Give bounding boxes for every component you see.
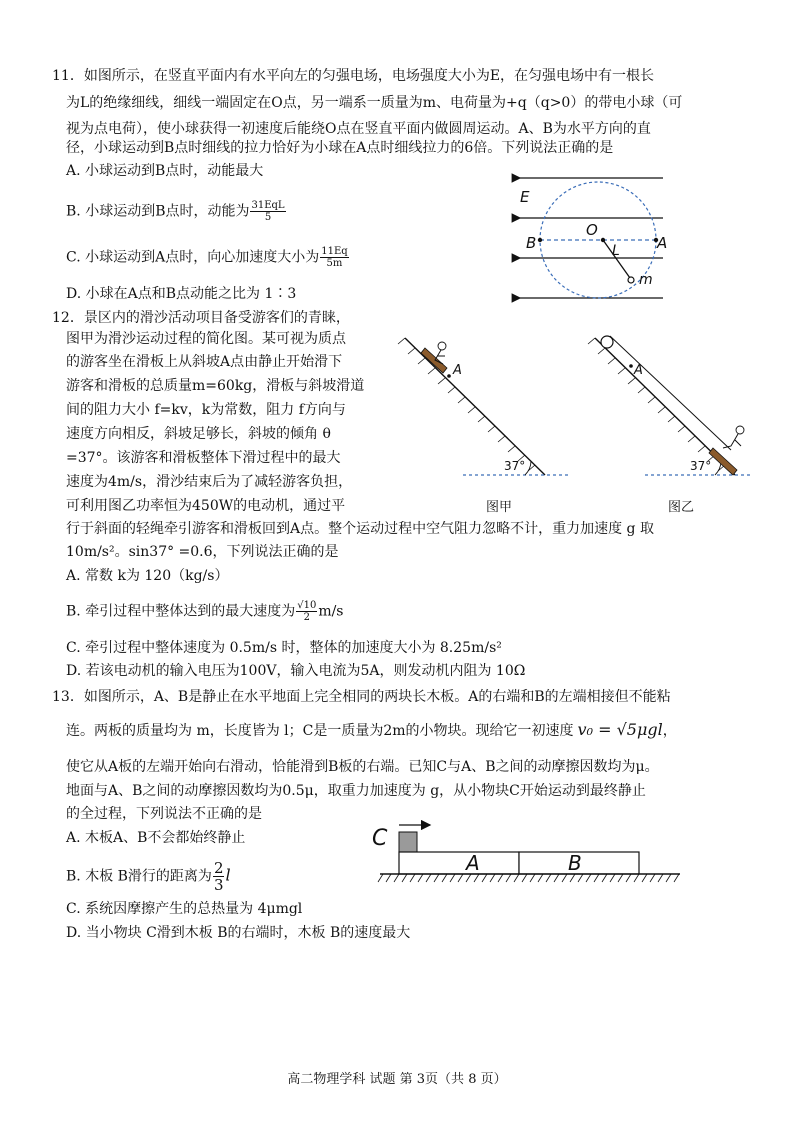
- q12-line4: 游客和滑板的总质量m=60kg，滑板与斜坡滑道: [66, 378, 365, 394]
- q13-option-b-length: l: [225, 865, 231, 885]
- q11-option-c: [66, 246, 350, 269]
- q12-option-c: C. 牵引过程中整体速度为 0.5m/s 时，整体的加速度大小为 8.25m/s²: [66, 640, 502, 656]
- q13-line2-end: ，: [662, 723, 677, 739]
- q13-line1: 13．如图所示，A、B是静止在水平地面上完全相同的两块长木板。A的右端和B的左端相接但不能粘: [52, 689, 671, 705]
- q12-right-caption: 图乙: [668, 500, 695, 515]
- q13-option-b-fraction: [213, 860, 225, 893]
- fraction-denominator: 2: [303, 612, 310, 623]
- q12-option-b-unit: m/s: [318, 603, 344, 620]
- q12-line11: 10m/s²。sin37° =0.6，下列说法正确的是: [66, 544, 339, 560]
- fraction-numerator: 2: [213, 859, 224, 877]
- q13-option-b-text: B. 木板 B滑行的距离为: [66, 868, 212, 885]
- fraction-denominator: 5m: [326, 258, 343, 269]
- page-footer: 高二物理学科 试题 第 3页（共 8 页）: [287, 1072, 507, 1087]
- fraction-denominator: 3: [213, 876, 224, 894]
- q11-line3: 视为点电荷），使小球获得一初速度后能绕O点在竖直平面内做圆周运动。A、B为水平方向的直: [66, 121, 651, 137]
- q12-line9: 可利用图乙功率恒为450W的电动机，通过平: [66, 498, 346, 514]
- q12-figure-left: [395, 330, 575, 480]
- q11-option-c-fraction: [320, 246, 348, 269]
- q13-line4: 地面与A、B之间的动摩擦因数均为0.5μ，取重力加速度为 g，从小物块C开始运动到最终静止: [66, 783, 646, 799]
- q11-label-e: E: [520, 188, 530, 206]
- q11-line1: 11．如图所示，在竖直平面内有水平向左的匀强电场，电场强度大小为E，在匀强电场中有一根长: [52, 68, 655, 84]
- q11-option-b: [66, 200, 287, 223]
- q12-line5: 间的阻力大小 f=kv，k为常数，阻力 f方向与: [66, 402, 346, 418]
- fraction-denominator: 5: [264, 212, 272, 223]
- point-b: [538, 238, 542, 242]
- q12-option-b-text: B. 牵引过程中整体达到的最大速度为: [66, 603, 296, 620]
- q13-initial-velocity: v₀ = √5μgl: [577, 720, 663, 739]
- q11-label-b: B: [526, 234, 537, 252]
- q13-option-b: [66, 860, 231, 893]
- q12-right-angle: 37°: [690, 459, 712, 473]
- q13-figure: [375, 812, 690, 887]
- q12-option-b-fraction: [296, 600, 317, 623]
- fraction-numerator: 11Eq: [321, 246, 348, 257]
- q11-label-l: L: [612, 243, 620, 259]
- q13-line5: 的全过程，下列说法不正确的是: [66, 806, 262, 822]
- q11-option-c-text: C. 小球运动到A点时，向心加速度大小为: [66, 249, 320, 266]
- q12-left-caption: 图甲: [486, 500, 513, 515]
- q12-left-label-a: A: [453, 363, 462, 378]
- point-a: [447, 374, 451, 378]
- q11-option-b-fraction: [250, 200, 285, 223]
- q11-option-a: A. 小球运动到B点时，动能最大: [66, 163, 264, 179]
- q13-label-c: C: [372, 826, 388, 851]
- q12-figure-right: [585, 330, 755, 480]
- angle-arc: [525, 461, 531, 475]
- q12-line10: 行于斜面的轻绳牵引游客和滑板回到A点。整个运动过程中空气阻力忽略不计，重力加速度 g 取: [66, 521, 654, 537]
- q13-line2: [66, 720, 677, 741]
- ground-hatching: [378, 874, 679, 882]
- q11-label-m: m: [639, 272, 653, 288]
- q13-label-b: B: [568, 851, 582, 875]
- q11-label-a: A: [657, 234, 668, 252]
- block-c: [399, 832, 417, 852]
- q13-option-c: C. 系统因摩擦产生的总热量为 4μmgl: [66, 901, 303, 917]
- q11-label-o: O: [586, 221, 598, 239]
- q11-line2: 为L的绝缘细线，细线一端固定在O点，另一端系一质量为m、电荷量为+q（q>0）的带电小球（可: [66, 95, 683, 111]
- q11-option-b-text: B. 小球运动到B点时，动能为: [66, 203, 250, 220]
- q11-line4: 径，小球运动到B点时细线的拉力恰好为小球在A点时细线拉力的6倍。下列说法正确的是: [66, 140, 614, 156]
- q12-line7: =37°。该游客和滑板整体下滑过程中的最大: [66, 450, 341, 466]
- slope-hatching: [398, 338, 535, 471]
- point-a: [629, 364, 633, 368]
- slope-hatching: [588, 338, 725, 471]
- q12-option-d: D. 若该电动机的输入电压为100V，输入电流为5A，则发动机内阻为 10Ω: [66, 663, 526, 679]
- fraction-numerator: 31EqL: [251, 200, 285, 211]
- q12-left-angle: 37°: [504, 459, 526, 473]
- q12-line1: 12．景区内的滑沙活动项目备受游客们的青睐，: [52, 310, 350, 326]
- q13-option-d: D. 当小物块 C滑到木板 B的右端时，木板 B的速度最大: [66, 925, 411, 941]
- sled-rider-icon: [709, 426, 744, 475]
- q13-option-a: A. 木板A、B不会都始终静止: [66, 830, 246, 846]
- q13-line3: 使它从A板的左端开始向右滑动，恰能滑到B板的右端。已知C与A、B之间的动摩擦因数均为μ。: [66, 759, 659, 775]
- board-a: [399, 852, 519, 874]
- rope-line: [610, 336, 731, 450]
- q12-line8: 速度为4m/s，滑沙结束后为了减轻游客负担，: [66, 474, 353, 490]
- q12-right-label-a: A: [634, 363, 643, 378]
- charged-ball: [628, 277, 634, 283]
- q13-line2-text: 连。两板的质量均为 m，长度皆为 l；C是一质量为2m的小物块。现给它一初速度: [66, 723, 574, 739]
- q12-option-a: A. 常数 k为 120（kg/s）: [66, 568, 229, 584]
- fraction-numerator: √10: [297, 600, 317, 611]
- q11-option-d: D. 小球在A点和B点动能之比为 1∶3: [66, 286, 297, 302]
- slope-line: [405, 338, 545, 475]
- q13-label-a: A: [466, 851, 480, 875]
- q12-line2: 图甲为滑沙运动过程的简化图。某可视为质点: [66, 331, 346, 347]
- q12-line3: 的游客坐在滑板上从斜坡A点由静止开始滑下: [66, 354, 343, 370]
- q12-option-b: [66, 600, 344, 623]
- q12-line6: 速度方向相反，斜坡足够长，斜坡的倾角 θ: [66, 426, 331, 442]
